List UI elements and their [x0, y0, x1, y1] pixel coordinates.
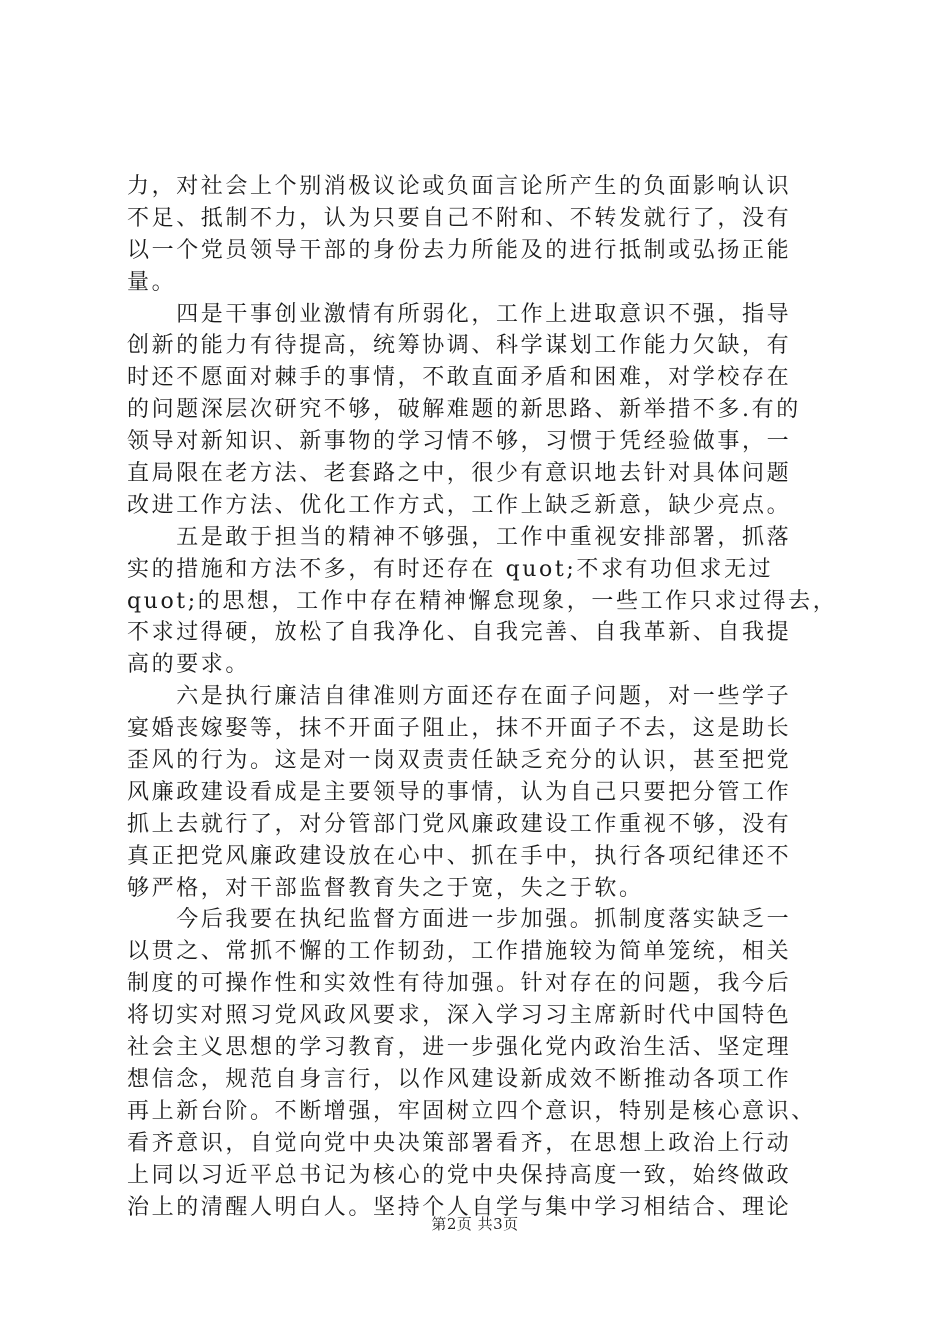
text-line: 社会主义思想的学习教育，进一步强化党内政治生活、坚定理	[127, 1035, 792, 1061]
text-line: 高的要求。	[127, 652, 251, 678]
text-line: 歪风的行为。这是对一岗双责责任缺乏充分的认识，甚至把党	[127, 748, 792, 774]
text-line: 以贯之、常抓不懈的工作韧劲，工作措施较为简单笼统，相关	[127, 939, 792, 965]
text-line: 的问题深层次研究不够，破解难题的新思路、新举措不多.有的	[127, 397, 801, 423]
text-line: 风廉政建设看成是主要领导的事情，认为自己只要把分管工作	[127, 779, 792, 805]
text-line: 时还不愿面对棘手的事情，不敢直面矛盾和困难，对学校存在	[127, 365, 792, 391]
text-line: 宴婚丧嫁娶等，抹不开面子阻止，抹不开面子不去，这是助长	[127, 716, 792, 742]
text-line: 以一个党员领导干部的身份去力所能及的进行抵制或弘扬正能	[127, 237, 792, 263]
text-line: 改进工作方法、优化工作方式，工作上缺乏新意，缺少亮点。	[127, 492, 792, 518]
text-line: 制度的可操作性和实效性有待加强。针对存在的问题，我今后	[127, 971, 792, 997]
text-line: 量。	[127, 269, 177, 295]
text-line: 再上新台阶。不断增强，牢固树立四个意识，特别是核心意识、	[127, 1098, 816, 1124]
text-line: quot;的思想，工作中存在精神懈怠现象，一些工作只求过得去，	[127, 588, 838, 614]
text-line: 六是执行廉洁自律准则方面还存在面子问题，对一些学子	[127, 684, 792, 710]
text-line: 五是敢于担当的精神不够强，工作中重视安排部署，抓落	[127, 524, 792, 550]
text-line: 直局限在老方法、老套路之中，很少有意识地去针对具体问题	[127, 461, 792, 487]
text-line: 不足、抵制不力，认为只要自己不附和、不转发就行了，没有	[127, 205, 792, 231]
body-text	[127, 171, 837, 1223]
page-number-footer: 第2页 共3页	[431, 1215, 519, 1233]
text-line: 想信念，规范自身言行，以作风建设新成效不断推动各项工作	[127, 1066, 792, 1092]
text-line: 不求过得硬，放松了自我净化、自我完善、自我革新、自我提	[127, 620, 792, 646]
text-line: 够严格，对干部监督教育失之于宽，失之于软。	[127, 875, 644, 901]
text-line: 今后我要在执纪监督方面进一步加强。抓制度落实缺乏一	[127, 907, 792, 933]
text-line: 治上的清醒人明白人。坚持个人自学与集中学习相结合、理论	[127, 1194, 792, 1220]
text-line: 将切实对照习党风政风要求，深入学习习主席新时代中国特色	[127, 1003, 792, 1029]
text-line: 实的措施和方法不多，有时还存在 quot;不求有功但求无过	[127, 556, 774, 582]
text-line: 创新的能力有待提高，统筹协调、科学谋划工作能力欠缺，有	[127, 333, 792, 359]
text-line: 上同以习近平总书记为核心的党中央保持高度一致，始终做政	[127, 1162, 792, 1188]
text-line: 看齐意识，自觉向党中央决策部署看齐，在思想上政治上行动	[127, 1130, 792, 1156]
text-line: 四是干事创业激情有所弱化，工作上进取意识不强，指导	[127, 301, 792, 327]
text-line: 真正把党风廉政建设放在心中、抓在手中，执行各项纪律还不	[127, 843, 792, 869]
text-line: 领导对新知识、新事物的学习情不够，习惯于凭经验做事，一	[127, 429, 792, 455]
text-line: 力，对社会上个别消极议论或负面言论所产生的负面影响认识	[127, 174, 792, 199]
text-line: 抓上去就行了，对分管部门党风廉政建设工作重视不够，没有	[127, 811, 792, 837]
